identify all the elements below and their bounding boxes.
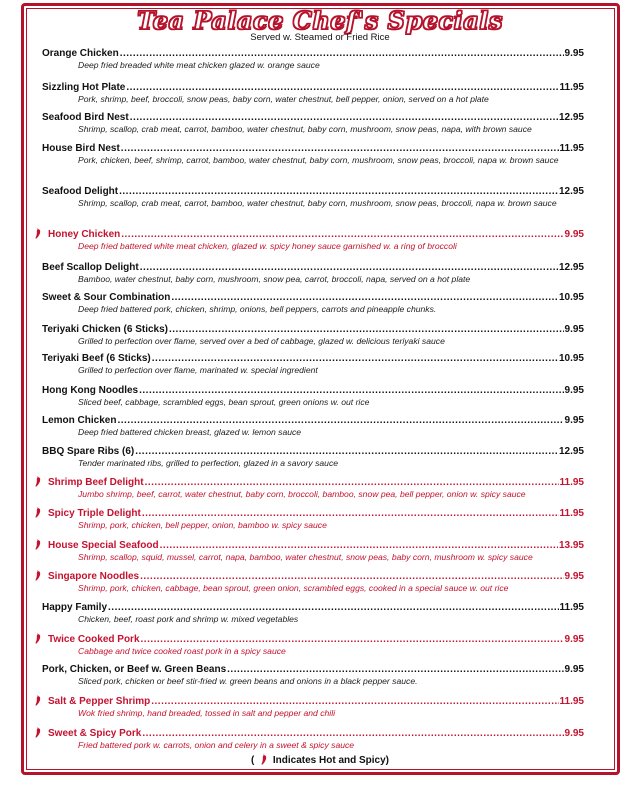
menu-item [42, 260, 584, 285]
menu-item-price: 9.95 [564, 728, 584, 739]
menu-item [42, 694, 584, 719]
menu-item [42, 600, 584, 625]
menu-item-name: Teriyaki Chicken (6 Sticks) [42, 324, 168, 335]
menu-item-price: 9.95 [564, 48, 584, 59]
menu-item-price: 9.95 [564, 229, 584, 240]
menu-item [42, 322, 584, 347]
dot-leader [126, 82, 558, 94]
menu-item-row [42, 80, 584, 94]
menu-item-price: 12.95 [558, 262, 584, 273]
dot-leader [135, 446, 558, 458]
menu-item-row [42, 444, 584, 458]
menu-item-row [42, 383, 584, 397]
menu-item-description: Sliced pork, chicken or beef stir-fried w. green beans and onions in a black pepper sauce. [78, 676, 418, 686]
menu-item-name: Seafood Bird Nest [42, 112, 129, 123]
menu-item-row [42, 538, 584, 552]
menu-item-description: Jumbo shrimp, beef, carrot, water chestnut, baby corn, broccoli, bamboo, snow pea, bell pepper, onion w. spicy sauce [78, 489, 526, 499]
menu-item-description: Shrimp, pork, chicken, bell pepper, onion, bamboo w. spicy sauce [78, 520, 327, 530]
menu-item-description: Wok fried shrimp, hand breaded, tossed in salt and pepper and chili [78, 708, 336, 718]
menu-item-name: Hong Kong Noodles [42, 385, 139, 396]
dot-leader [139, 385, 563, 397]
menu-item-price: 11.95 [559, 602, 584, 613]
menu-item-row [42, 110, 584, 124]
menu-item-name: Twice Cooked Pork [48, 634, 140, 645]
menu-item [42, 46, 584, 71]
menu-item-price: 9.95 [564, 385, 584, 396]
menu-item [42, 351, 584, 376]
menu-item-row [42, 726, 584, 740]
menu-item-description: Grilled to perfection over flame, served over a bed of cabbage, glazed w. delicious teriyaki sauce [78, 336, 445, 346]
menu-item-row [42, 475, 584, 489]
menu-item-price: 9.95 [564, 634, 584, 645]
dot-leader [141, 634, 564, 646]
menu-item-price: 11.95 [559, 82, 584, 93]
menu-item-price: 9.95 [564, 415, 584, 426]
menu-item-price: 12.95 [558, 446, 584, 457]
chili-pepper-icon [34, 570, 41, 581]
menu-item-description: Shrimp, scallop, squid, mussel, carrot, napa, bamboo, water chestnut, snow peas, baby corn, mushroom w. spicy sauce [78, 552, 533, 562]
menu-item-name: Seafood Delight [42, 186, 119, 197]
dot-leader [121, 143, 559, 155]
legend-open-paren: ( [250, 755, 255, 766]
menu-item-price: 13.95 [558, 540, 584, 551]
menu-item-row [42, 569, 584, 583]
chili-pepper-icon [34, 727, 41, 738]
menu-item-row [42, 662, 584, 676]
menu-item-row [42, 413, 584, 427]
dot-leader [171, 292, 558, 304]
menu-item [42, 80, 584, 105]
menu-item-row [42, 600, 584, 614]
menu-item-price: 12.95 [558, 186, 584, 197]
menu-item-description: Chicken, beef, roast pork and shrimp w. mixed vegetables [78, 614, 299, 624]
menu-item-description: Sliced beef, cabbage, scrambled eggs, bean sprout, green onions w. out rice [78, 397, 370, 407]
menu-item [42, 569, 584, 594]
dot-leader [120, 48, 564, 60]
dot-leader [117, 415, 563, 427]
menu-item-price: 9.95 [564, 664, 584, 675]
legend-text: Indicates Hot and Spicy) [272, 755, 390, 766]
menu-item [42, 184, 584, 209]
dot-leader [140, 571, 563, 583]
menu-item-name: BBQ Spare Ribs (6) [42, 446, 135, 457]
hot-spicy-legend [0, 754, 640, 766]
dot-leader [142, 508, 559, 520]
menu-item-name: House Special Seafood [48, 540, 159, 551]
menu-item-description: Pork, chicken, beef, shrimp, carrot, bamboo, water chestnut, baby corn, mushroom, snow peas, broccoli, napa w. brown sauce [78, 155, 559, 165]
dot-leader [160, 540, 558, 552]
chili-pepper-icon [34, 695, 41, 706]
menu-item-name: House Bird Nest [42, 143, 120, 154]
menu-item-description: Tender marinated ribs, grilled to perfection, glazed in a savory sauce [78, 458, 339, 468]
menu-item-name: Orange Chicken [42, 48, 119, 59]
menu-item-description: Shrimp, scallop, crab meat, carrot, bamboo, water chestnut, baby corn, mushroom, snow peas, broccoli, napa w. brown sauce [78, 198, 557, 208]
menu-item [42, 538, 584, 563]
menu-subtitle: Served w. Steamed or Fried Rice [250, 32, 390, 43]
menu-item-description: Deep fried battered chicken breast, glazed w. lemon sauce [78, 427, 302, 437]
menu-item-row [42, 506, 584, 520]
dot-leader [108, 602, 558, 614]
dot-leader [169, 324, 564, 336]
menu-item-name: Happy Family [42, 602, 108, 613]
menu-item-name: Sweet & Spicy Pork [48, 728, 142, 739]
menu-item-description: Deep fried breaded white meat chicken glazed w. orange sauce [78, 60, 320, 70]
menu-item-description: Pork, shrimp, beef, broccoli, snow peas, baby corn, water chestnut, bell pepper, onion, served on a hot plate [78, 94, 489, 104]
chili-pepper-icon [34, 539, 41, 550]
menu-item-description: Shrimp, pork, chicken, cabbage, bean sprout, green onion, scrambled eggs, cooked in a special sauce w. out rice [78, 583, 509, 593]
menu-item-name: Beef Scallop Delight [42, 262, 139, 273]
chili-pepper-icon [34, 476, 41, 487]
dot-leader [145, 477, 559, 489]
menu-item-name: Lemon Chicken [42, 415, 117, 426]
menu-item-price: 10.95 [558, 292, 584, 303]
menu-item-name: Honey Chicken [48, 229, 121, 240]
menu-item [42, 383, 584, 408]
menu-item-row [42, 141, 584, 155]
menu-item [42, 141, 584, 166]
menu-item [42, 413, 584, 438]
menu-item-description: Grilled to perfection over flame, marinated w. special ingredient [78, 365, 318, 375]
menu-item-price: 11.95 [559, 508, 584, 519]
menu-item-row [42, 351, 584, 365]
menu-item-name: Singapore Noodles [48, 571, 140, 582]
menu-item-description: Cabbage and twice cooked roast pork in a spicy sauce [78, 646, 286, 656]
menu-item-name: Pork, Chicken, or Beef w. Green Beans [42, 664, 227, 675]
menu-item-description: Fried battered pork w. carrots, onion and celery in a sweet & spicy sauce [78, 740, 355, 750]
menu-item [42, 110, 584, 135]
menu-item-row [42, 290, 584, 304]
chili-pepper-icon [34, 228, 41, 239]
menu-item [42, 444, 584, 469]
menu-item [42, 662, 584, 687]
menu-item-name: Spicy Triple Delight [48, 508, 141, 519]
dot-leader [227, 664, 563, 676]
menu-item [42, 726, 584, 751]
menu-item-price: 9.95 [564, 324, 584, 335]
menu-item [42, 227, 584, 252]
menu-item-description: Bamboo, water chestnut, baby corn, mushroom, snow pea, carrot, broccoli, napa, served on a hot plate [78, 274, 471, 284]
menu-title: Tea Palace Chef's Specials [137, 6, 503, 35]
menu-item-price: 9.95 [564, 571, 584, 582]
menu-item-name: Shrimp Beef Delight [48, 477, 144, 488]
menu-item [42, 290, 584, 315]
chili-pepper-icon [260, 754, 267, 765]
menu-item-price: 12.95 [558, 112, 584, 123]
menu-item-name: Sweet & Sour Combination [42, 292, 171, 303]
menu-item-price: 11.95 [559, 696, 584, 707]
menu-item-price: 10.95 [558, 353, 584, 364]
menu-item-description: Shrimp, scallop, crab meat, carrot, bamboo, water chestnut, baby corn, mushroom, snow peas, napa, with brown sauce [78, 124, 532, 134]
dot-leader [121, 229, 563, 241]
dot-leader [119, 186, 558, 198]
menu-item-row [42, 694, 584, 708]
dot-leader [130, 112, 558, 124]
menu-item [42, 632, 584, 657]
dot-leader [151, 696, 558, 708]
chili-pepper-icon [34, 507, 41, 518]
menu-item-row [42, 322, 584, 336]
menu-item [42, 506, 584, 531]
menu-item-price: 11.95 [559, 143, 584, 154]
menu-item-description: Deep fried battered pork, chicken, shrimp, onions, bell peppers, carrots and pineapple chunks. [78, 304, 437, 314]
menu-item-name: Teriyaki Beef (6 Sticks) [42, 353, 151, 364]
menu-item-row [42, 632, 584, 646]
dot-leader [140, 262, 558, 274]
menu-item [42, 475, 584, 500]
menu-item-price: 11.95 [559, 477, 584, 488]
menu-item-name: Salt & Pepper Shrimp [48, 696, 151, 707]
dot-leader [142, 728, 563, 740]
chili-pepper-icon [34, 633, 41, 644]
menu-item-row [42, 260, 584, 274]
menu-item-name: Sizzling Hot Plate [42, 82, 126, 93]
menu-item-row [42, 46, 584, 60]
dot-leader [152, 353, 558, 365]
menu-item-row [42, 184, 584, 198]
menu-item-description: Deep fried battered white meat chicken, glazed w. spicy honey sauce garnished w. a ring of broccoli [78, 241, 457, 251]
menu-item-row [42, 227, 584, 241]
